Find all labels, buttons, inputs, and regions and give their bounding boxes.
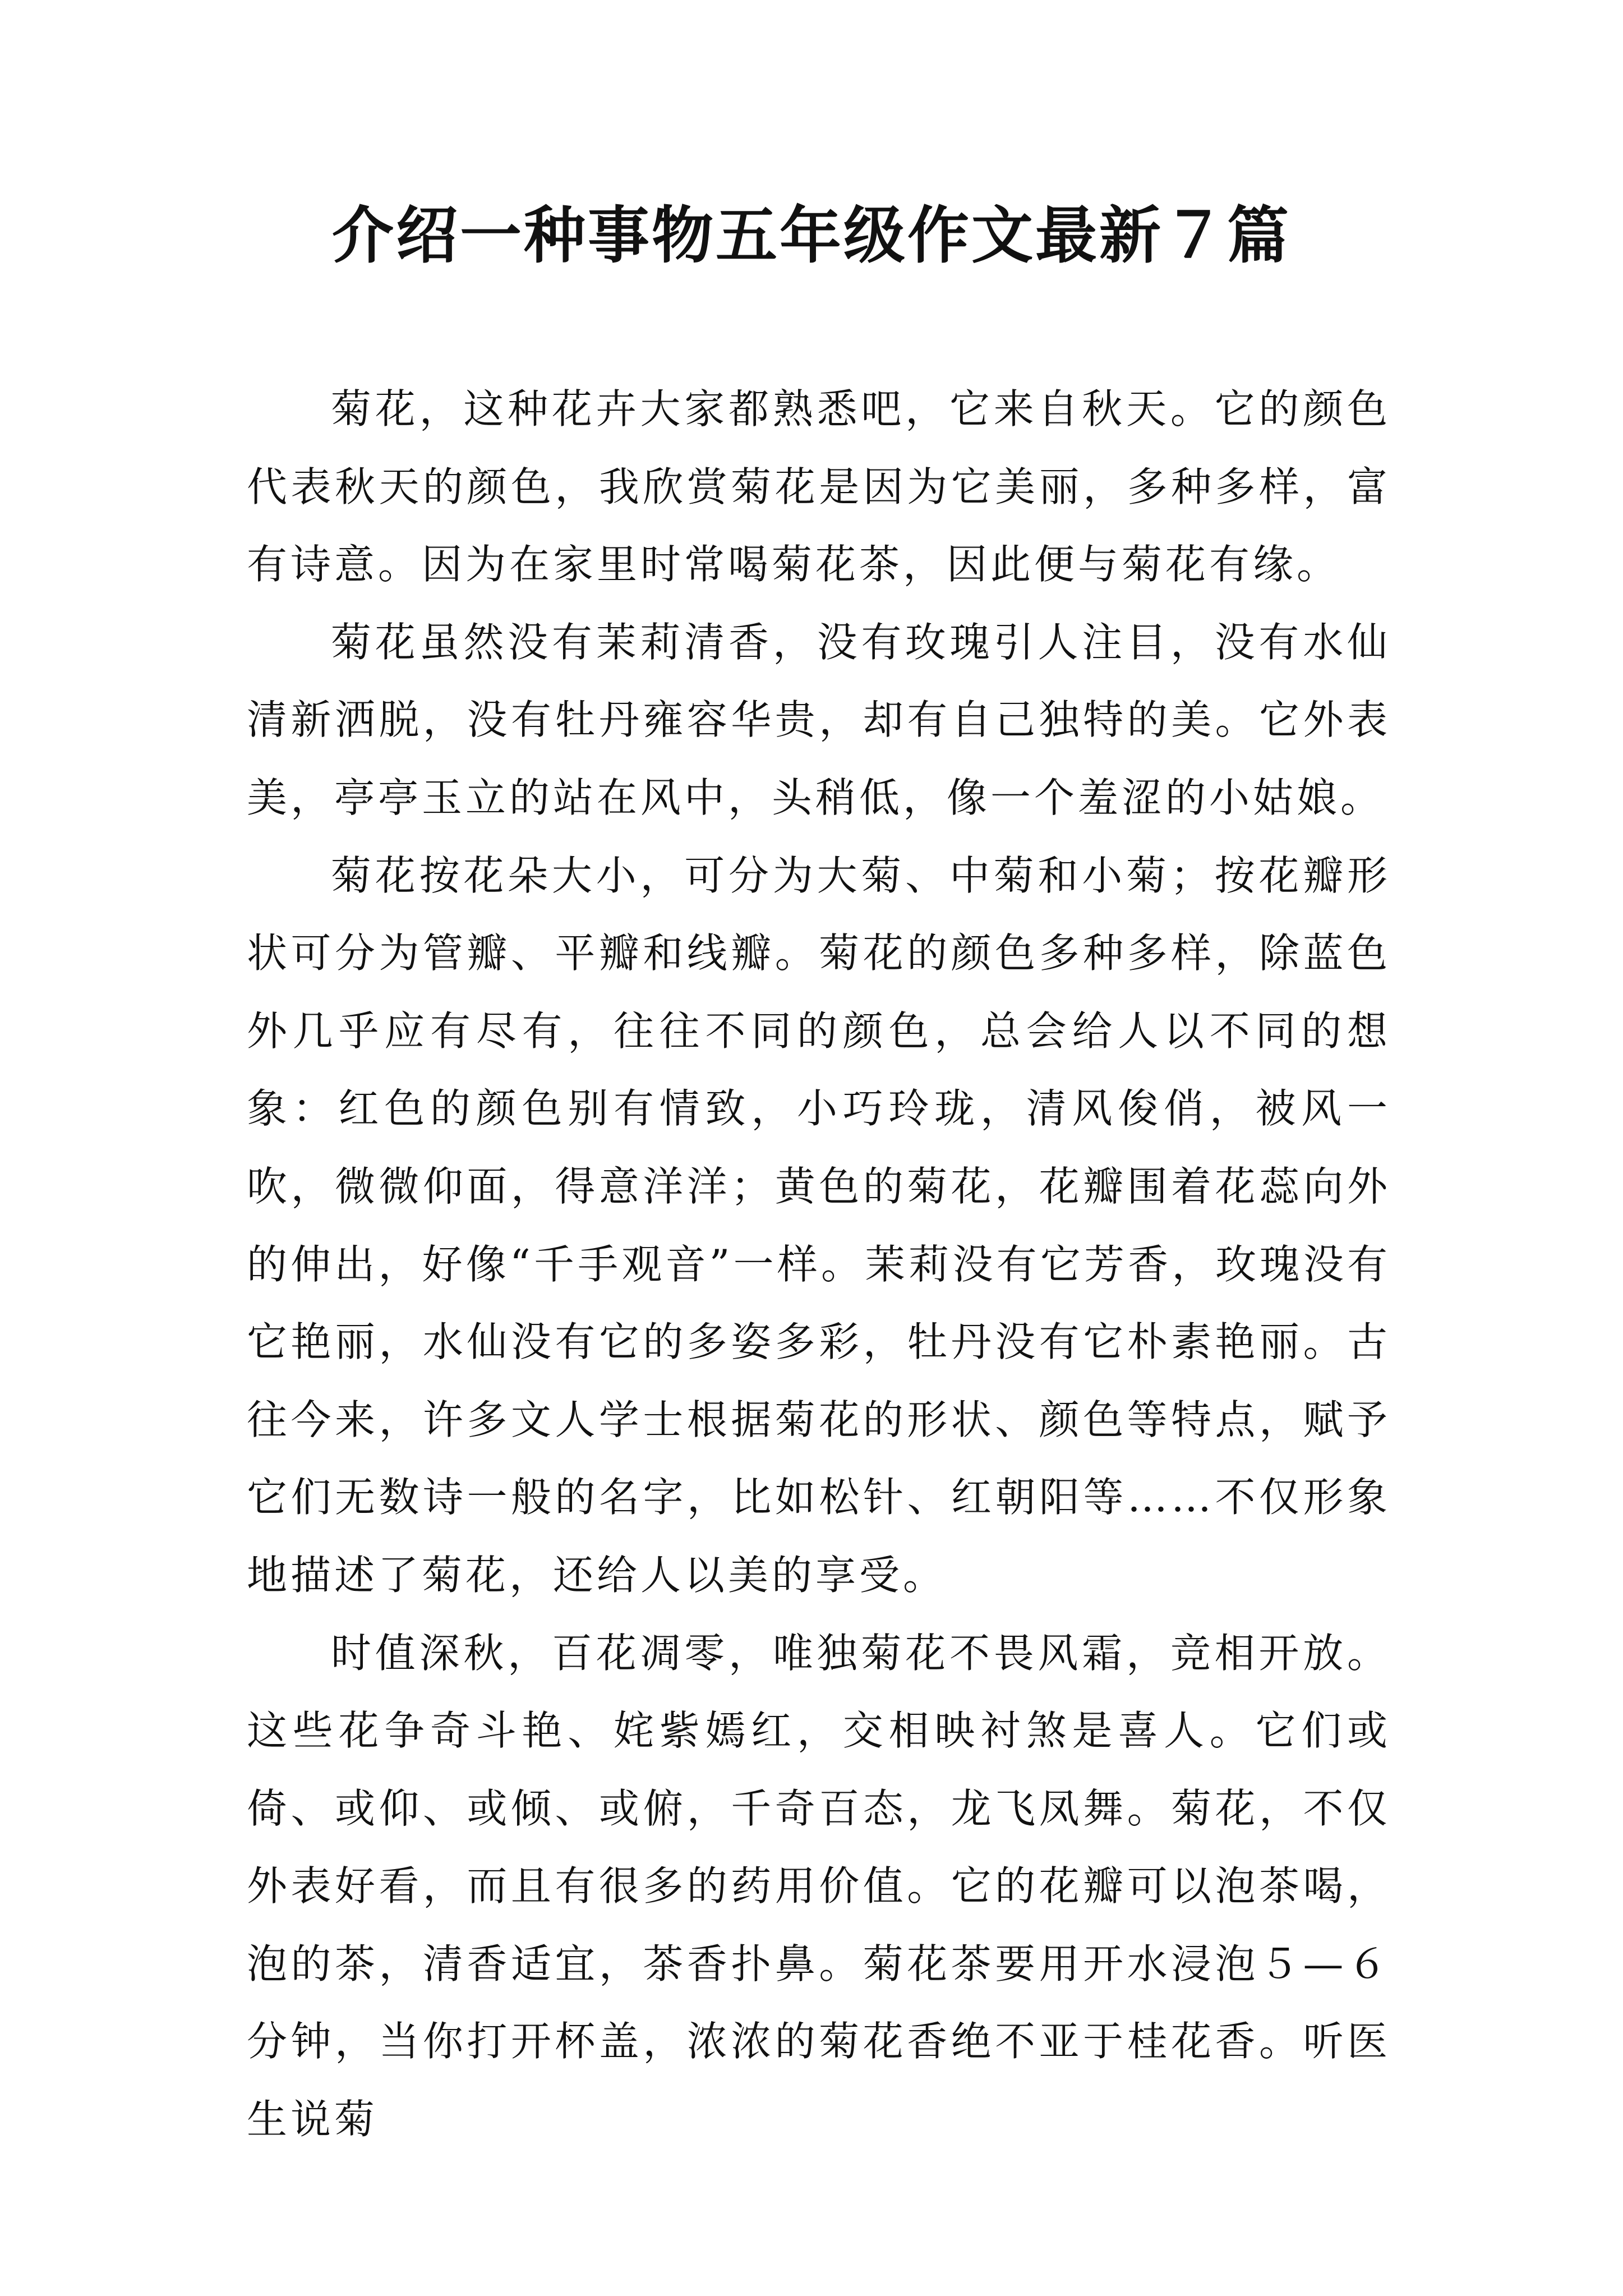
paragraph-3: 菊花按花朵大小，可分为大菊、中菊和小菊；按花瓣形状可分为管瓣、平瓣和线瓣。菊花的颜色多种多样，除蓝色外几乎应有尽有，往往不同的颜色，总会给人以不同的想象：红色的颜色别有情致，小巧玲珑，清风俊俏，被风一吹，微微仰面，得意洋洋；黄色的菊花，花瓣围着花蕊向外的伸出，好像“千手观音”一样。茉莉没有它芳香，玫瑰没有它艳丽，水仙没有它的多姿多彩，牡丹没有它朴素艳丽。古往今来，许多文人学士根据菊花的形状、颜色等特点，赋予它们无数诗一般的名字，比如松针、红朝阳等……不仅形象地描述了菊花，还给人以美的享受。 [247,852,1391,1599]
paragraph-1: 菊花，这种花卉大家都熟悉吧，它来自秋天。它的颜色代表秋天的颜色，我欣赏菊花是因为它美丽，多种多样，富有诗意。因为在家里时常喝菊花茶，因此便与菊花有缘。 [247,385,1391,588]
paragraph-4: 时值深秋，百花凋零，唯独菊花不畏风霜，竞相开放。这些花争奇斗艳、姹紫嫣红，交相映衬煞是喜人。它们或倚、或仰、或倾、或俯，千奇百态，龙飞凤舞。菊花，不仅外表好看，而且有很多的药用价值。它的花瓣可以泡茶喝，泡的茶，清香适宜，茶香扑鼻。菊花茶要用开水浸泡５—６分钟，当你打开杯盖，浓浓的菊花香绝不亚于桂花香。听医生说菊 [247,1629,1391,2143]
paragraph-2: 菊花虽然没有茉莉清香，没有玫瑰引人注目，没有水仙清新洒脱，没有牡丹雍容华贵，却有自己独特的美。它外表美，亭亭玉立的站在风中，头稍低，像一个羞涩的小姑娘。 [247,618,1391,821]
document-body [247,370,1391,2159]
document-title: 介绍一种事物五年级作文最新７篇 [332,199,1291,272]
